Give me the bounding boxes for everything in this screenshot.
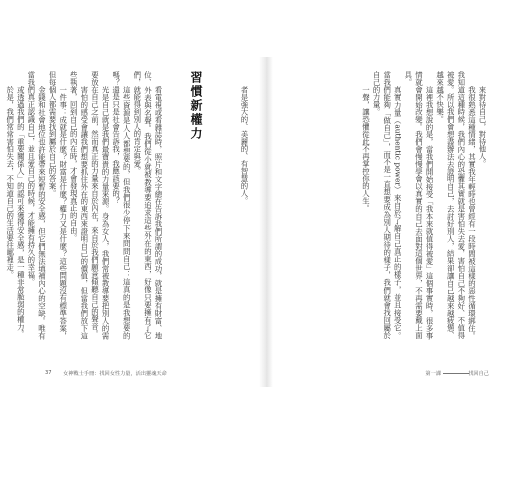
paragraph: 害怕的感受會讓我們想要抓住外在的東西來證明自己的價值，但當我們放下這些執著，回到自己的內在時，才會發現真正的自由。: [69, 71, 89, 339]
paragraph: 於是，我們常常害怕失去，不知道自己的生活要往哪裡走。: [5, 85, 15, 279]
paragraph: 金錢和社會地位也許能帶來短暫的安全感，但它們無法填補內心的空缺。唯有當我們真正認識自己，並且愛自己的時候，才能擁有持久的幸福。: [26, 71, 47, 339]
left-page: [5, 57, 259, 387]
paragraph: 這些資源是人人都想要的，但我們很少停下來問問自己：這真的是我想要的嗎？還是只是社會告訴我，我應該要的？: [111, 71, 132, 339]
left-page-body-continued: [217, 71, 249, 339]
section-heading: 習慣新權力: [189, 71, 203, 141]
paragraph: 來對待自己，對待他人。: [478, 85, 487, 168]
paragraph: 一聲，讓恐懼從此不再掌控你的人生。: [361, 85, 371, 212]
book-spread: [5, 57, 501, 387]
running-header-chapter: 第一課: [425, 371, 441, 377]
paragraph: 一件事：成就是什麼？財富是什麼？權力又是什麼？這些問題沒有標準答案，但每個人都需要找到屬於自己的答案。: [48, 71, 68, 339]
page-number: 37: [45, 370, 52, 376]
paragraph: 光是自己就是我們最寶貴的力量來源。身為女人，我們常被教導要把別人的需要放在自己之前，然而真正的力量來自於內在，來自於我們願意傾聽自己的聲音。: [90, 71, 111, 339]
left-page-body-main: [5, 71, 163, 339]
paragraph: 看電視或看雜誌時，照片和文字總在告訴我們所謂的成功，就是擁有財富、地位、外表與名聲。我們從小就被教導要追求這些外在的東西，好像只要擁有了它們，就能得到別人的肯定與愛。: [132, 71, 163, 339]
right-page: [273, 57, 501, 387]
running-header-book-title: 女神戰士手冊：找回女性力量，活出靈魂天命: [63, 371, 167, 377]
right-page-body: [291, 71, 487, 339]
running-header-rule: [443, 373, 469, 374]
paragraph: 者是強大的、美麗的、有智慧的人。: [240, 85, 249, 205]
book-gutter: [259, 57, 273, 387]
paragraph: 真實力量（authentic power）來自於了解自己真正的樣子，並且接受它。當我們能夠「做自己」，而不是一直想要成為別人期待的樣子，我們就會找回屬於自己的力量。: [372, 71, 403, 339]
paragraph: 或透過我們的「重要關係人」的認可來獲得安全感，是一種非常脆弱的權力。: [16, 85, 26, 338]
running-header-chapter-title: 找回自己: [468, 371, 489, 377]
paragraph: 我很熟悉這種情緒，其實我年輕時也曾經有一段時間被這樣的惡性循環綁住。我知道這種時候，我們內心的恐懼其實就是害怕失去愛，害怕自己不夠好、不值得被愛。所以我們會想盡辦法去證明自己，去討好別人，結果卻讓自己越來越疲憊、越來越不快樂。: [435, 71, 477, 339]
paragraph: 這裡我想說的是，當我們開始接受「我本來就值得被愛」這個事實時，很多事情就會開始改變。我們會慢慢學會以真實的自己去面對這個世界，不再需要戴上面具。: [403, 71, 435, 339]
